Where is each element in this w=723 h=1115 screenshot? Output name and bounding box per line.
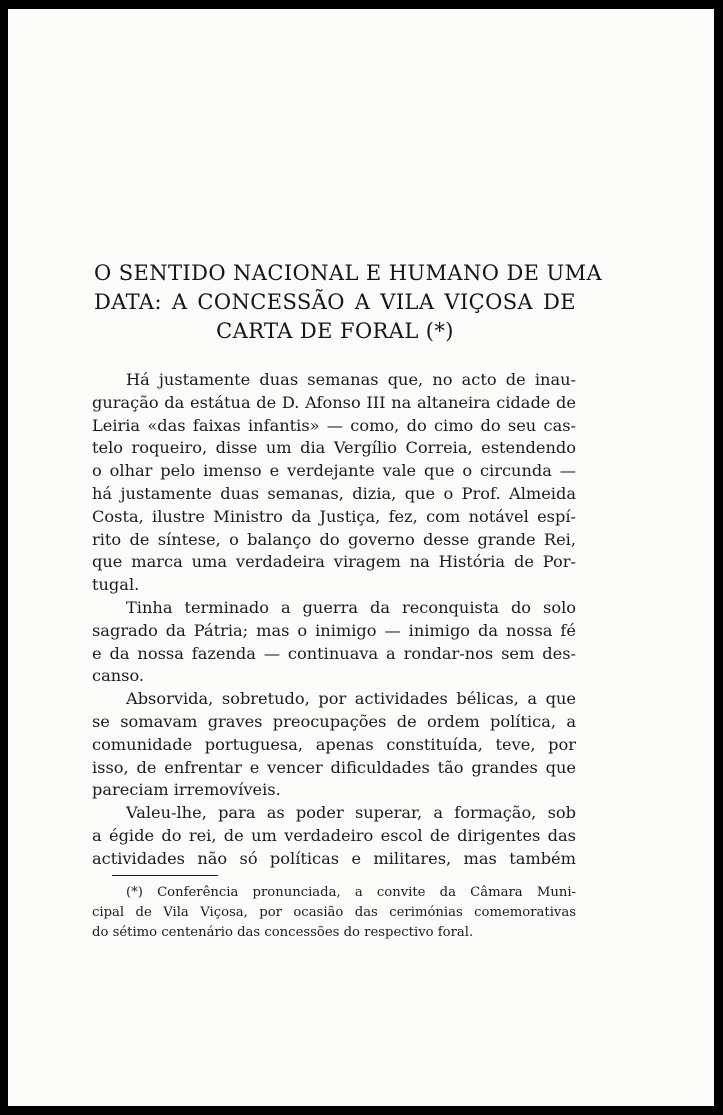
title-line-1: O SENTIDO NACIONAL E HUMANO DE UMA	[94, 261, 603, 285]
body-line: rito de síntese, o balanço do governo desse grande Rei,	[92, 529, 576, 549]
footnote-line: cipal de Vila Viçosa, por ocasião das cerimónias comemorativas	[92, 905, 576, 920]
body-line: guração da estátua de D. Afonso III na altaneira cidade de	[92, 392, 576, 412]
body-line: telo roqueiro, disse um dia Vergílio Correia, estendendo	[92, 438, 576, 458]
footnote	[92, 883, 576, 943]
body-line: pareciam irremovíveis.	[92, 780, 281, 800]
footnote-line: do sétimo centenário das concessões do respectivo foral.	[92, 925, 474, 940]
footnote-divider	[112, 875, 218, 876]
body-line: tugal.	[92, 575, 140, 595]
body-line: isso, de enfrentar e vencer dificuldades tão grandes que	[92, 757, 576, 777]
body-line: se somavam graves preocupações de ordem política, a	[92, 711, 576, 731]
title-line-2: DATA: A CONCESSÃO A VILA VIÇOSA DE	[94, 290, 576, 314]
body-line: actividades não só políticas e militares, mas também	[92, 848, 576, 868]
body-line: sagrado da Pátria; mas o inimigo — inimigo da nossa fé	[92, 620, 576, 640]
body-line: Costa, ilustre Ministro da Justiça, fez, com notável espí-	[92, 506, 576, 526]
footnote-line: (*) Conferência pronunciada, a convite da Câmara Muni-	[126, 885, 576, 900]
body-line: e da nossa fazenda — continuava a rondar-nos sem des-	[92, 643, 576, 663]
body-line: a égide do rei, de um verdadeiro escol de dirigentes das	[92, 825, 576, 845]
body-line: canso.	[92, 666, 145, 686]
body-line: Leiria «das faixas infantis» — como, do cimo do seu cas-	[92, 415, 576, 435]
title-line-3: CARTA DE FORAL (*)	[216, 319, 454, 343]
article-title	[94, 259, 603, 346]
body-line: Tinha terminado a guerra da reconquista do solo	[126, 597, 576, 617]
document-page	[8, 9, 714, 1106]
body-line: que marca uma verdadeira viragem na História de Por-	[92, 552, 576, 572]
body-line: comunidade portuguesa, apenas constituída, teve, por	[92, 734, 576, 754]
body-line: há justamente duas semanas, dizia, que o Prof. Almeida	[92, 483, 576, 503]
article-body	[92, 369, 576, 871]
body-line: Valeu-lhe, para as poder superar, a formação, sob	[126, 803, 576, 823]
body-line: Absorvida, sobretudo, por actividades bélicas, a que	[126, 689, 576, 709]
body-line: o olhar pelo imenso e verdejante vale que o circunda —	[92, 461, 576, 481]
body-line: Há justamente duas semanas que, no acto de inau-	[126, 370, 576, 389]
